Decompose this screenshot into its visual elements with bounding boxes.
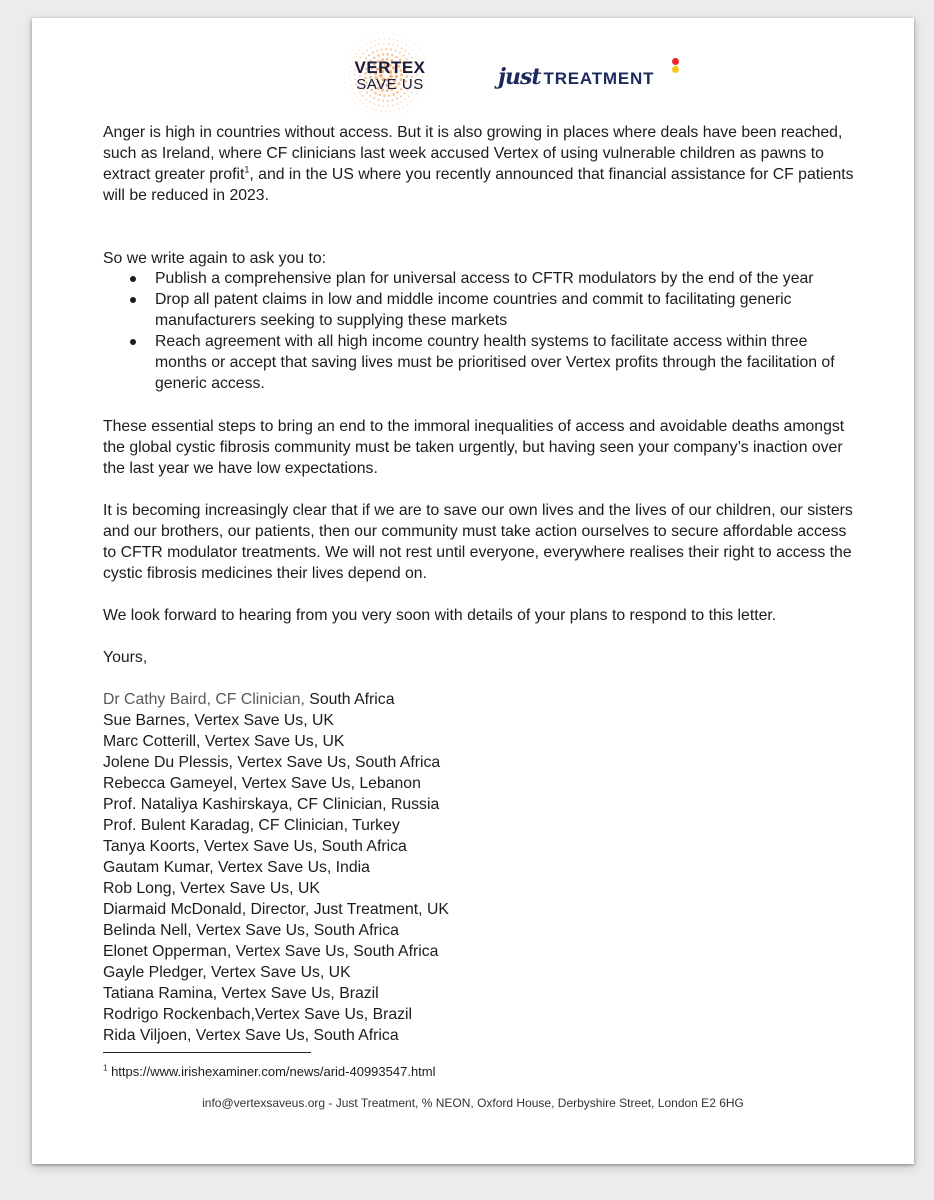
sunburst-dot (392, 33, 393, 34)
sunburst-dot (379, 116, 380, 117)
sunburst-dot (344, 73, 345, 74)
signatory: Sue Barnes, Vertex Save Us, UK (103, 712, 334, 729)
sunburst-dot (374, 35, 375, 36)
closing-salutation: Yours, (103, 649, 148, 666)
signatory-name-role: Dr Cathy Baird, CF Clinician, (103, 691, 305, 708)
sunburst-dot (357, 97, 358, 98)
sunburst-dot (374, 40, 375, 41)
sunburst-dot (408, 95, 410, 97)
sunburst-dot (377, 54, 380, 57)
sunburst-dot (407, 104, 408, 105)
sunburst-dot (383, 94, 386, 97)
sunburst-dot (414, 105, 415, 106)
sunburst-dot (422, 54, 423, 55)
demand-item: Reach agreement with all high income country health systems to facilitate access within three months or accept that saving lives must be prioritised over Vertex profits through the facilitation of generic access. (103, 331, 863, 394)
demand-item: Drop all patent claims in low and middle income countries and commit to facilitating generic manufacturers seeking to supplying these markets (103, 289, 863, 331)
vertex-logo-line1: VERTEX (354, 58, 426, 77)
sunburst-dot (376, 109, 377, 110)
sunburst-dot (378, 44, 380, 46)
sunburst-dot (413, 43, 414, 44)
sunburst-dot (373, 97, 375, 99)
sunburst-dot (378, 99, 380, 101)
sunburst-dot (401, 101, 403, 103)
sunburst-dot (344, 77, 345, 78)
sunburst-dot (400, 95, 402, 97)
sunburst-dot (370, 41, 371, 42)
signatory: Jolene Du Plessis, Vertex Save Us, South Africa (103, 754, 441, 771)
sunburst-dot (410, 101, 411, 102)
signatory: Rodrigo Rockenbach,Vertex Save Us, Brazil (103, 1006, 413, 1023)
sunburst-dot (396, 98, 398, 100)
paragraph-look-forward: We look forward to hearing from you very soon with details of your plans to respond to this letter. (103, 607, 777, 624)
signatory: Elonet Opperman, Vertex Save Us, South Africa (103, 943, 439, 960)
sunburst-dot (375, 115, 376, 116)
paragraph-anger (103, 122, 863, 206)
sunburst-dot (349, 55, 350, 56)
sunburst-dot (392, 44, 394, 46)
sunburst-dot (387, 33, 388, 34)
sunburst-dot (360, 100, 361, 101)
sunburst-dot (384, 38, 385, 39)
sunburst-dot (370, 47, 372, 49)
sunburst-dot (394, 110, 395, 111)
sunburst-dot (416, 46, 417, 47)
sunburst-dot (369, 101, 371, 103)
signatory: Gayle Pledger, Vertex Save Us, UK (103, 964, 351, 981)
signatory: Belinda Nell, Vertex Save Us, South Africa (103, 922, 399, 939)
sunburst-dot (380, 110, 381, 111)
sunburst-dot (376, 49, 378, 51)
sunburst-dot (378, 34, 379, 35)
paragraph-anger-text: Anger is high in countries without access. But it is also growing in places where deals have been reached, such as Ireland, where CF clinicians last week accused Vertex of using vulnerable children as pawns to extract greater profit (103, 124, 843, 183)
sunburst-dot (369, 95, 371, 97)
footnote-link[interactable]: https://www.irishexaminer.com/news/arid-40993547.html (111, 1064, 436, 1079)
signatory: Rida Viljoen, Vertex Save Us, South Africa (103, 1027, 399, 1044)
sunburst-dot (397, 34, 398, 35)
just-treatment-logo-word: TREATMENT (543, 69, 655, 88)
sunburst-dot (371, 108, 372, 109)
sunburst-dot (404, 99, 406, 101)
sunburst-dot (392, 105, 394, 107)
sunburst-dot (393, 39, 394, 40)
signatory: Prof. Nataliya Kashirskaya, CF Clinician, Russia (103, 796, 440, 813)
sunburst-dot (413, 50, 414, 51)
sunburst-dot (388, 116, 389, 117)
sunburst-dot (391, 54, 394, 57)
sunburst-dot (382, 100, 384, 102)
sunburst-dot (378, 105, 380, 107)
sunburst-dot (416, 54, 417, 55)
sunburst-dot (406, 44, 407, 45)
signatory-list (103, 689, 863, 1046)
sunburst-dot (354, 47, 355, 48)
sunburst-dot (392, 93, 395, 96)
sunburst-dot (382, 53, 385, 56)
sunburst-dot (422, 94, 423, 95)
sunburst-dot (420, 98, 421, 99)
sunburst-dot (379, 94, 382, 97)
sunburst-dot (417, 102, 418, 103)
signatory: Gautam Kumar, Vertex Save Us, India (103, 859, 370, 876)
sunburst-dot (402, 113, 403, 114)
sunburst-dot (344, 68, 345, 69)
sunburst-dot (402, 55, 404, 57)
sunburst-dot (362, 46, 363, 47)
sunburst-dot (397, 40, 398, 41)
sunburst-dot (393, 115, 394, 116)
footnote-divider (103, 1052, 311, 1053)
sunburst-dot (388, 43, 390, 45)
sunburst-dot (372, 51, 374, 53)
paragraph-ask: So we write again to ask you to: (103, 250, 327, 267)
sunburst-dot (357, 44, 358, 45)
signatory: Rebecca Gameyel, Vertex Save Us, Lebanon (103, 775, 421, 792)
sunburst-dot (374, 103, 376, 105)
sunburst-dot (385, 48, 387, 50)
sunburst-dot (383, 105, 385, 107)
sunburst-dot (362, 109, 363, 110)
signatory: Rob Long, Vertex Save Us, UK (103, 880, 320, 897)
sunburst-dot (389, 111, 390, 112)
paragraph-anger-tail: , and in the US where you recently announced that financial assistance for CF patients will be reduced in 2023. (103, 166, 854, 204)
sunburst-dot (351, 51, 352, 52)
sunburst-dot (391, 99, 393, 101)
sunburst-dot (361, 41, 362, 42)
sunburst-dot (349, 95, 350, 96)
sunburst-dot (398, 114, 399, 115)
paragraph-community-action: It is becoming increasingly clear that if we are to save our own lives and the lives of our children, our sisters and our brothers, our patients, then our community must take action ourselves to secure affordable access to CFTR modulator treatments. We will not rest until everyone, everywhere realises their right to access the cystic fibrosis medicines their lives depend on. (103, 502, 853, 582)
sunburst-dot (401, 47, 403, 49)
sunburst-dot (358, 106, 359, 107)
sunburst-dot (405, 50, 407, 52)
just-treatment-logo-script: just (498, 64, 541, 90)
footnote-marker: 1 (244, 164, 250, 175)
sunburst-dot (374, 45, 376, 47)
sunburst-dot (379, 39, 380, 40)
sunburst-dot (387, 100, 389, 102)
just-treatment-logo (498, 64, 698, 104)
signatory: Marc Cotterill, Vertex Save Us, UK (103, 733, 345, 750)
sunburst-dot (362, 53, 364, 55)
sunburst-dot (395, 50, 397, 52)
sunburst-dot (362, 95, 364, 97)
sunburst-dot (381, 48, 383, 50)
sunburst-dot (390, 48, 392, 50)
signatory: Tatiana Ramina, Vertex Save Us, Brazil (103, 985, 379, 1002)
logo-header (332, 32, 732, 122)
sunburst-dot (399, 52, 401, 54)
sunburst-dot (370, 113, 371, 114)
sunburst-dot (410, 108, 411, 109)
sunburst-dot (408, 53, 410, 55)
sunburst-dot (387, 105, 389, 107)
sunburst-dot (409, 47, 410, 48)
sunburst-dot (366, 98, 368, 100)
sunburst-dot (367, 106, 368, 107)
sunburst-dot (401, 36, 402, 37)
sunburst-dot (346, 87, 347, 88)
sunburst-dot (388, 94, 391, 97)
sunburst-dot (383, 33, 384, 34)
sunburst-dot (413, 98, 414, 99)
sunburst-dot (419, 50, 420, 51)
signatory-country: South Africa (304, 691, 395, 708)
signatory: Tanya Koorts, Vertex Save Us, South Africa (103, 838, 407, 855)
sunburst-dot (355, 103, 356, 104)
sunburst-dot (363, 103, 364, 104)
sunburst-dot (385, 111, 386, 112)
signatory: Diarmaid McDonald, Director, Just Treatment, UK (103, 901, 449, 918)
footnote-number: 1 (103, 1063, 108, 1073)
letter-page (32, 18, 914, 1164)
sunburst-dot (368, 54, 370, 56)
sunburst-dot (383, 43, 385, 45)
vertex-logo-line2: SAVE US (356, 76, 424, 93)
logo-dot-red (672, 58, 679, 65)
demand-item: Publish a comprehensive plan for universal access to CFTR modulators by the end of the year (103, 268, 863, 289)
demands-list (103, 268, 863, 394)
sunburst-dot (365, 38, 366, 39)
sunburst-dot (398, 108, 399, 109)
signatory (103, 689, 863, 710)
signatory: Prof. Bulent Karadag, CF Clinician, Turkey (103, 817, 400, 834)
sunburst-dot (347, 91, 348, 92)
sunburst-dot (359, 49, 360, 50)
logo-dot-yellow (672, 66, 679, 73)
sunburst-dot (396, 103, 398, 105)
page-footer: info@vertexsaveus.org - Just Treatment, % NEON, Oxford House, Derbyshire Street, London E2 6HG (202, 1096, 744, 1110)
sunburst-dot (402, 42, 403, 43)
sunburst-dot (352, 99, 353, 100)
sunburst-dot (386, 53, 389, 56)
sunburst-dot (356, 53, 357, 54)
sunburst-dot (403, 106, 404, 107)
sunburst-dot (366, 111, 367, 112)
sunburst-dot (369, 36, 370, 37)
sunburst-dot (397, 45, 399, 47)
sunburst-dot (388, 38, 389, 39)
sunburst-dot (406, 111, 407, 112)
sunburst-dot (405, 38, 406, 39)
footnote (103, 1064, 436, 1080)
sunburst-dot (416, 94, 417, 95)
vertex-save-us-logo (336, 32, 436, 118)
sunburst-dot (366, 44, 367, 45)
sunburst-dot (347, 59, 348, 60)
sunburst-dot (345, 64, 346, 65)
sunburst-dot (409, 40, 410, 41)
sunburst-dot (366, 50, 368, 52)
sunburst-dot (384, 116, 385, 117)
paragraph-essential-steps: These essential steps to bring an end to the immoral inequalities of access and avoidable deaths amongst the global cystic fibrosis community must be taken urgently, but having seen your company’s inaction over the last year we have low expectations. (103, 418, 845, 477)
sunburst-dot (345, 82, 346, 83)
